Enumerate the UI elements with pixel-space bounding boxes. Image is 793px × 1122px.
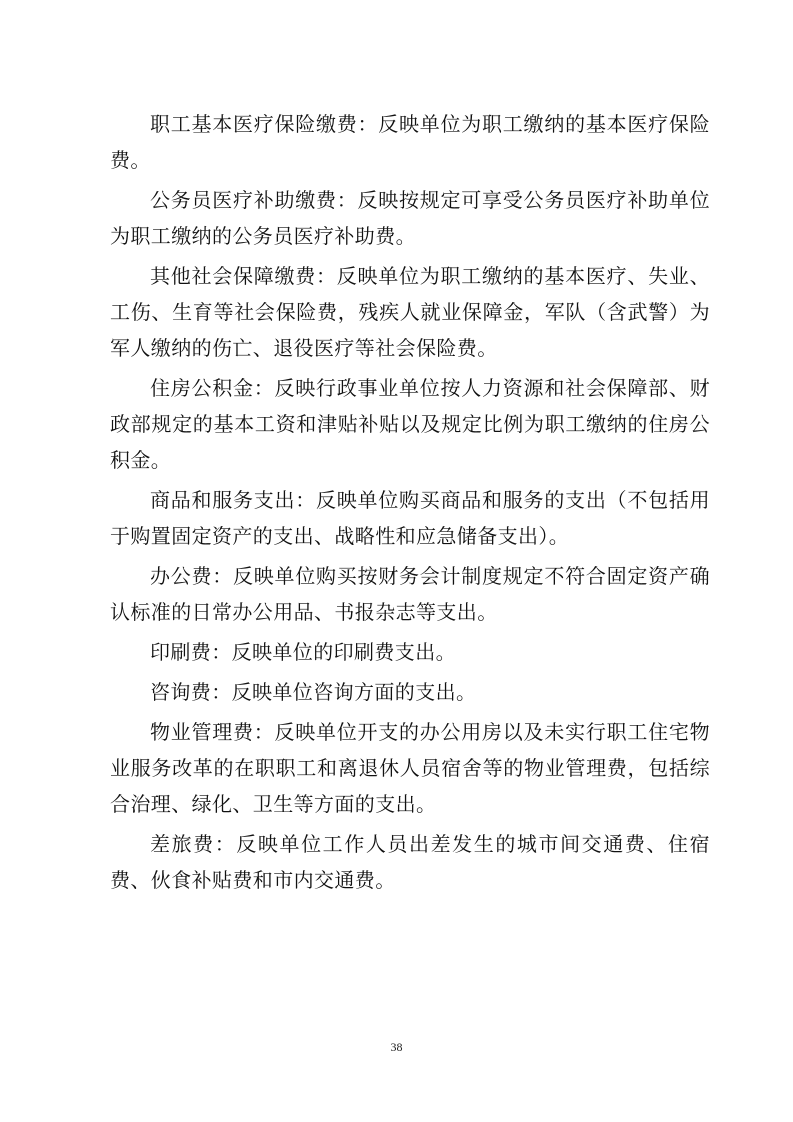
paragraph-consulting-fees: 咨询费：反映单位咨询方面的支出。 (150, 680, 477, 704)
paragraph-printing-fees: 印刷费：反映单位的印刷费支出。 (150, 640, 456, 664)
paragraph-goods-services: 商品和服务支出：反映单位购买商品和服务的支出（不包括用于购置固定资产的支出、战略性和应急储备支出）。 (110, 488, 710, 548)
paragraph-housing-fund: 住房公积金：反映行政事业单位按人力资源和社会保障部、财政部规定的基本工资和津贴补贴以及规定比例为职工缴纳的住房公积金。 (110, 376, 710, 472)
paragraph-other-social-security: 其他社会保障缴费：反映单位为职工缴纳的基本医疗、失业、工伤、生育等社会保险费，残疾人就业保障金，军队（含武警）为军人缴纳的伤亡、退役医疗等社会保险费。 (110, 264, 710, 360)
paragraph-civil-servant-subsidy: 公务员医疗补助缴费：反映按规定可享受公务员医疗补助单位为职工缴纳的公务员医疗补助费。 (110, 188, 710, 248)
paragraph-property-management: 物业管理费：反映单位开支的办公用房以及未实行职工住宅物业服务改革的在职职工和离退休人员宿舍等的物业管理费，包括综合治理、绿化、卫生等方面的支出。 (110, 720, 710, 816)
paragraph-medical-insurance: 职工基本医疗保险缴费：反映单位为职工缴纳的基本医疗保险费。 (110, 112, 710, 172)
paragraph-office-expenses: 办公费：反映单位购买按财务会计制度规定不符合固定资产确认标准的日常办公用品、书报杂志等支出。 (110, 564, 710, 624)
page-number: 38 (390, 1040, 403, 1054)
paragraph-travel-expenses: 差旅费：反映单位工作人员出差发生的城市间交通费、住宿费、伙食补贴费和市内交通费。 (110, 832, 710, 892)
document-body (110, 106, 710, 902)
